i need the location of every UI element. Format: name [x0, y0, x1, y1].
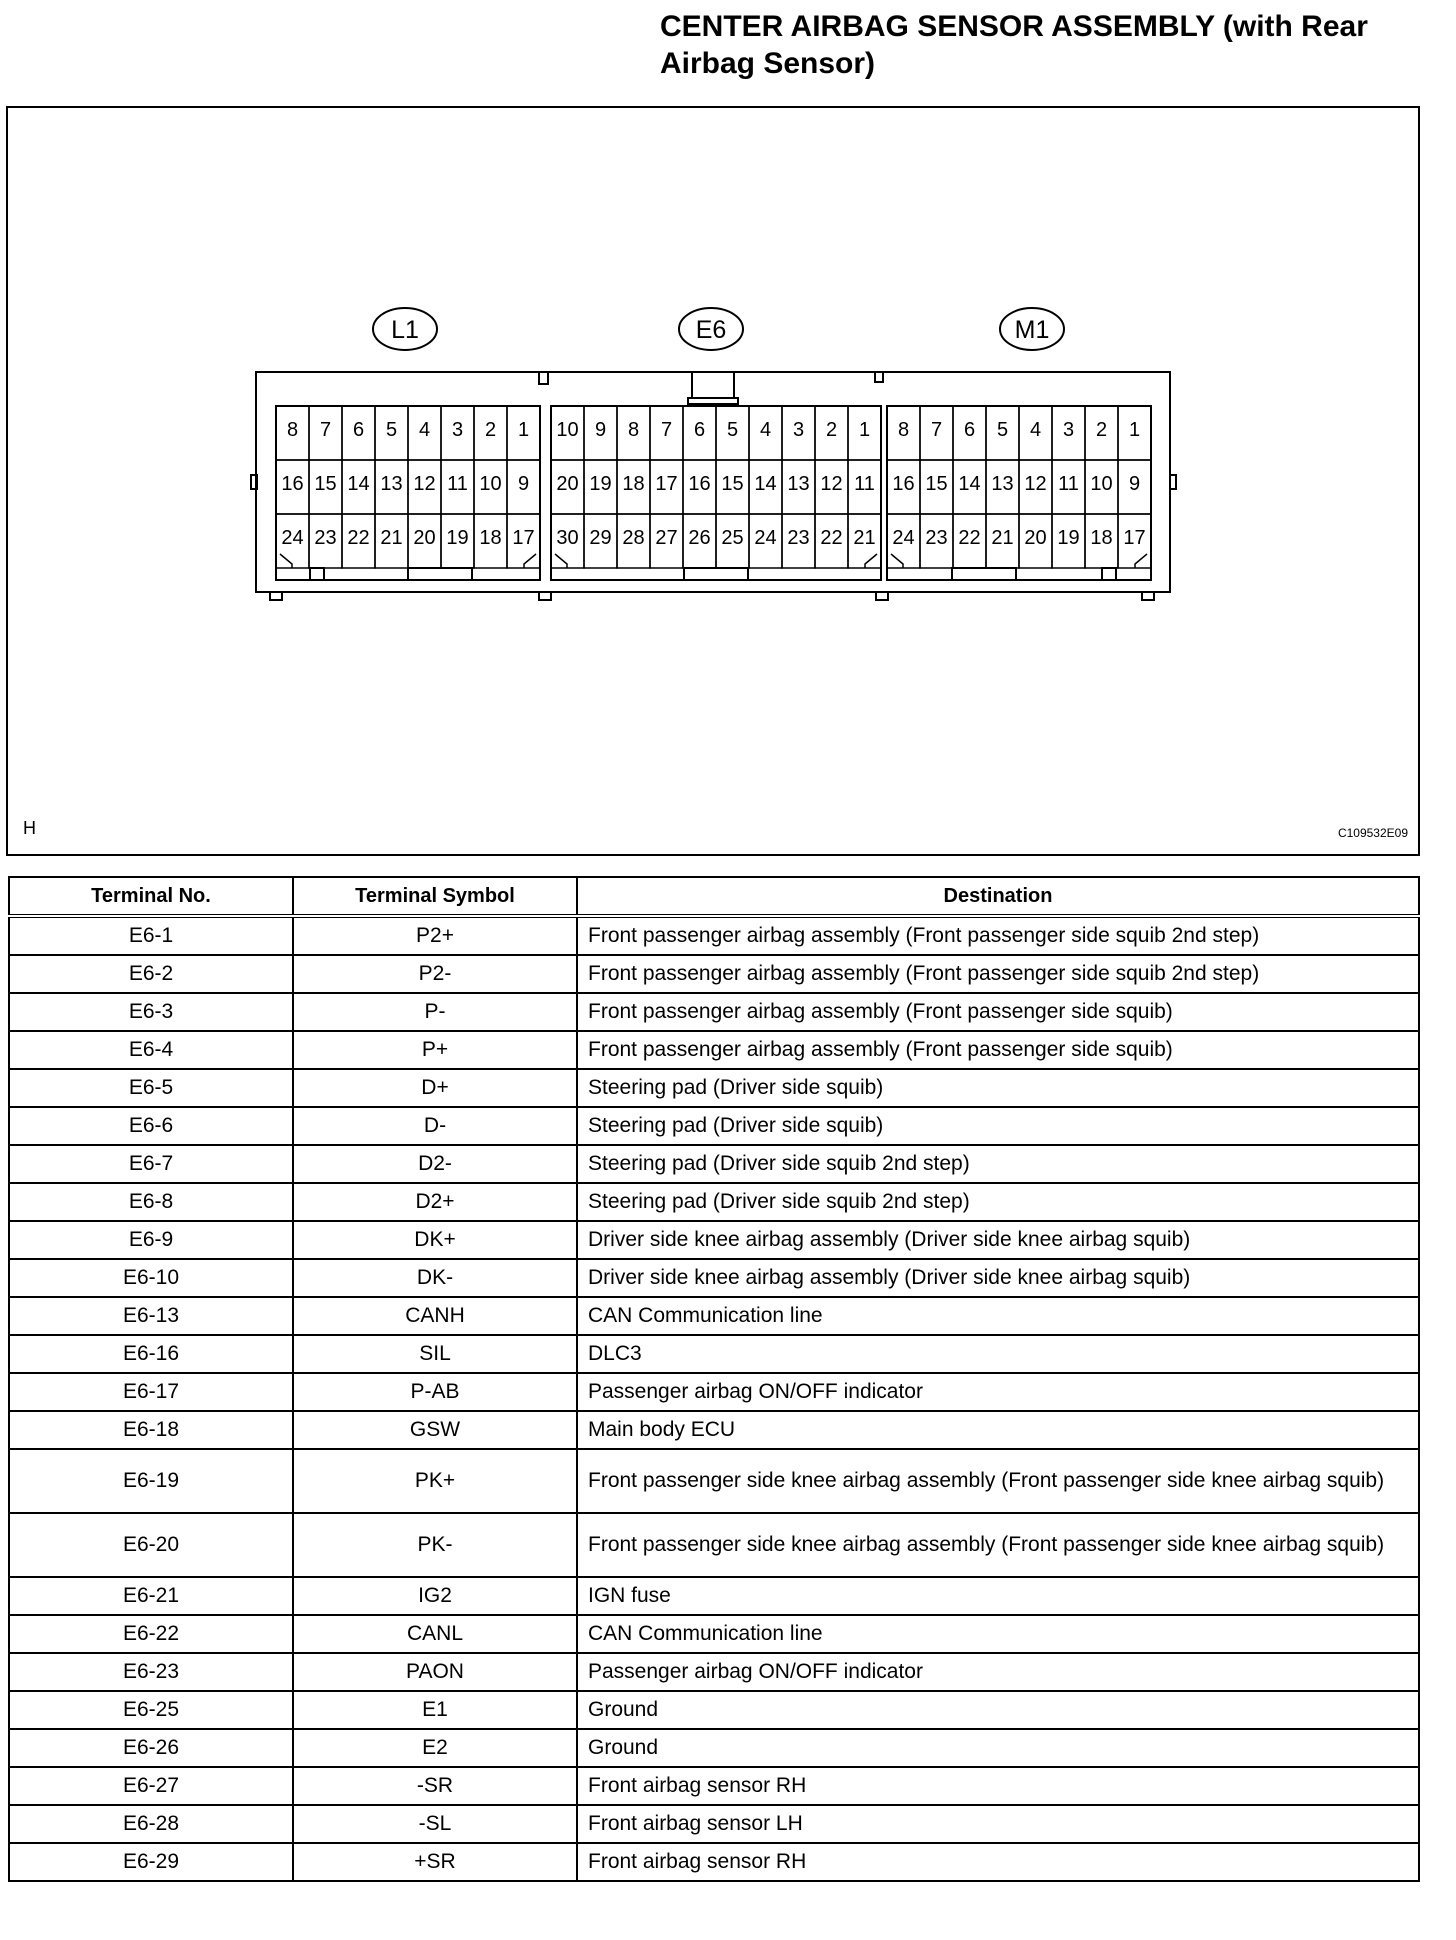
pin-number-m1: 9: [1128, 473, 1141, 495]
pin-number-m1: 13: [991, 473, 1014, 495]
pin-number-l1: 12: [413, 473, 436, 495]
terminal-symbol-cell: D2+: [293, 1183, 577, 1221]
pin-number-l1: 21: [380, 527, 403, 549]
table-row: [9, 1691, 1419, 1729]
terminal-no-cell: E6-20: [9, 1513, 293, 1577]
figure-code: C109532E09: [1337, 826, 1408, 840]
header-terminal-symbol: Terminal Symbol: [293, 877, 577, 916]
pin-number-m1: 6: [963, 419, 976, 441]
terminal-symbol-cell: D-: [293, 1107, 577, 1145]
pin-number-e6: 24: [754, 527, 777, 549]
pin-number-m1: 23: [925, 527, 948, 549]
table-row: [9, 1335, 1419, 1373]
destination-cell: Front airbag sensor LH: [577, 1805, 1419, 1843]
pin-number-e6: 7: [660, 419, 673, 441]
pin-number-m1: 3: [1062, 419, 1075, 441]
destination-cell: CAN Communication line: [577, 1297, 1419, 1335]
pin-number-l1: 16: [281, 473, 304, 495]
pin-number-l1: 8: [286, 419, 299, 441]
key-slot: [310, 568, 324, 580]
pin-number-l1: 22: [347, 527, 370, 549]
pin-number-e6: 20: [556, 473, 579, 495]
pin-number-l1: 4: [418, 419, 431, 441]
pin-number-m1: 8: [897, 419, 910, 441]
pin-number-e6: 22: [820, 527, 843, 549]
pin-number-m1: 5: [996, 419, 1009, 441]
terminal-symbol-cell: +SR: [293, 1843, 577, 1881]
pin-number-l1: 3: [451, 419, 464, 441]
pin-number-e6: 17: [655, 473, 678, 495]
pin-number-m1: 22: [958, 527, 981, 549]
pin-number-m1: 24: [892, 527, 915, 549]
pin-number-m1: 18: [1090, 527, 1113, 549]
pin-number-l1: 24: [281, 527, 304, 549]
destination-cell: Front passenger airbag assembly (Front passenger side squib): [577, 1031, 1419, 1069]
terminal-symbol-cell: CANL: [293, 1615, 577, 1653]
table-row: [9, 1297, 1419, 1335]
pin-number-e6: 1: [858, 419, 871, 441]
table-row: [9, 1843, 1419, 1881]
terminal-no-cell: E6-22: [9, 1615, 293, 1653]
terminal-symbol-cell: DK+: [293, 1221, 577, 1259]
header-destination: Destination: [577, 877, 1419, 916]
table-row: [9, 916, 1419, 955]
terminal-no-cell: E6-25: [9, 1691, 293, 1729]
pin-number-e6: 11: [854, 473, 875, 495]
destination-cell: Ground: [577, 1729, 1419, 1767]
destination-cell: Driver side knee airbag assembly (Driver side knee airbag squib): [577, 1259, 1419, 1297]
table-row: [9, 993, 1419, 1031]
key-slot: [1102, 568, 1116, 580]
terminal-no-cell: E6-28: [9, 1805, 293, 1843]
destination-cell: Steering pad (Driver side squib): [577, 1069, 1419, 1107]
table-row: [9, 1031, 1419, 1069]
terminal-symbol-cell: PK-: [293, 1513, 577, 1577]
pin-number-e6: 30: [556, 527, 579, 549]
housing-foot: [1142, 592, 1154, 600]
pin-number-e6: 4: [759, 419, 772, 441]
table-header-row: [9, 877, 1419, 916]
pin-number-l1: 14: [347, 473, 370, 495]
pin-number-m1: 20: [1024, 527, 1047, 549]
destination-cell: Driver side knee airbag assembly (Driver side knee airbag squib): [577, 1221, 1419, 1259]
pin-number-e6: 6: [693, 419, 706, 441]
terminal-no-cell: E6-29: [9, 1843, 293, 1881]
pin-number-m1: 7: [930, 419, 943, 441]
pin-number-m1: 12: [1024, 473, 1047, 495]
pin-number-e6: 19: [589, 473, 612, 495]
pin-number-l1: 19: [446, 527, 469, 549]
terminal-symbol-cell: PAON: [293, 1653, 577, 1691]
table-row: [9, 1145, 1419, 1183]
destination-cell: Passenger airbag ON/OFF indicator: [577, 1653, 1419, 1691]
pin-number-e6: 16: [688, 473, 711, 495]
terminal-table: [8, 876, 1420, 1882]
pin-number-m1: 2: [1095, 419, 1108, 441]
pin-number-e6: 12: [820, 473, 843, 495]
table-row: [9, 1653, 1419, 1691]
table-row: [9, 1069, 1419, 1107]
terminal-symbol-cell: D2-: [293, 1145, 577, 1183]
terminal-no-cell: E6-9: [9, 1221, 293, 1259]
terminal-symbol-cell: P2-: [293, 955, 577, 993]
pin-number-m1: 16: [892, 473, 915, 495]
terminal-no-cell: E6-26: [9, 1729, 293, 1767]
connector-label-l1: L1: [391, 316, 419, 344]
destination-cell: Front passenger side knee airbag assembly (Front passenger side knee airbag squib): [577, 1449, 1419, 1513]
destination-cell: CAN Communication line: [577, 1615, 1419, 1653]
terminal-symbol-cell: E2: [293, 1729, 577, 1767]
destination-cell: Front passenger airbag assembly (Front passenger side squib 2nd step): [577, 955, 1419, 993]
terminal-no-cell: E6-7: [9, 1145, 293, 1183]
terminal-symbol-cell: -SR: [293, 1767, 577, 1805]
table-row: [9, 1513, 1419, 1577]
table-row: [9, 1373, 1419, 1411]
pin-number-l1: 20: [413, 527, 436, 549]
destination-cell: Front passenger airbag assembly (Front passenger side squib): [577, 993, 1419, 1031]
terminal-no-cell: E6-3: [9, 993, 293, 1031]
connector-label-m1: M1: [1014, 316, 1050, 344]
table-row: [9, 1183, 1419, 1221]
terminal-no-cell: E6-6: [9, 1107, 293, 1145]
pin-number-e6: 27: [655, 527, 678, 549]
pin-number-l1: 18: [479, 527, 502, 549]
pin-number-m1: 15: [925, 473, 948, 495]
pin-bevel: [524, 554, 536, 568]
pin-number-e6: 21: [853, 527, 876, 549]
pin-number-l1: 10: [479, 473, 502, 495]
table-row: [9, 1411, 1419, 1449]
pin-number-l1: 9: [517, 473, 530, 495]
terminal-no-cell: E6-21: [9, 1577, 293, 1615]
pin-number-m1: 14: [958, 473, 981, 495]
terminal-no-cell: E6-18: [9, 1411, 293, 1449]
pin-number-e6: 25: [721, 527, 744, 549]
pin-number-l1: 17: [512, 527, 535, 549]
terminal-symbol-cell: D+: [293, 1069, 577, 1107]
destination-cell: Steering pad (Driver side squib 2nd step): [577, 1183, 1419, 1221]
housing-foot: [270, 592, 282, 600]
housing-foot: [539, 592, 551, 600]
pin-number-l1: 5: [385, 419, 398, 441]
pin-number-e6: 28: [622, 527, 645, 549]
pin-number-e6: 2: [825, 419, 838, 441]
pin-number-e6: 13: [787, 473, 810, 495]
housing-foot: [876, 592, 888, 600]
destination-cell: Main body ECU: [577, 1411, 1419, 1449]
table-row: [9, 1449, 1419, 1513]
housing-latch-right: [1170, 475, 1176, 489]
terminal-no-cell: E6-23: [9, 1653, 293, 1691]
housing-notch: [875, 372, 883, 382]
header-terminal-no: Terminal No.: [9, 877, 293, 916]
terminal-symbol-cell: P+: [293, 1031, 577, 1069]
figure-corner-label: H: [23, 818, 36, 838]
pin-number-l1: 2: [484, 419, 497, 441]
terminal-no-cell: E6-1: [9, 916, 293, 955]
pin-number-e6: 26: [688, 527, 711, 549]
terminal-symbol-cell: P2+: [293, 916, 577, 955]
key-slot: [684, 568, 748, 580]
pin-number-m1: 21: [991, 527, 1014, 549]
destination-cell: Front airbag sensor RH: [577, 1767, 1419, 1805]
pin-bevel: [891, 554, 903, 568]
pin-number-l1: 7: [319, 419, 332, 441]
key-slot: [408, 568, 472, 580]
pin-number-e6: 18: [622, 473, 645, 495]
pin-number-e6: 14: [754, 473, 777, 495]
terminal-symbol-cell: SIL: [293, 1335, 577, 1373]
terminal-no-cell: E6-4: [9, 1031, 293, 1069]
destination-cell: Front airbag sensor RH: [577, 1843, 1419, 1881]
connector-diagram: [6, 106, 1420, 856]
terminal-no-cell: E6-2: [9, 955, 293, 993]
destination-cell: IGN fuse: [577, 1577, 1419, 1615]
pin-number-e6: 15: [721, 473, 744, 495]
pin-number-e6: 5: [726, 419, 739, 441]
pin-bevel: [555, 554, 567, 568]
pin-number-m1: 4: [1029, 419, 1042, 441]
table-row: [9, 1767, 1419, 1805]
table-row: [9, 1107, 1419, 1145]
connector-label-e6: E6: [695, 316, 727, 344]
connector-drawing: [8, 108, 1418, 854]
pin-number-e6: 9: [594, 419, 607, 441]
terminal-no-cell: E6-13: [9, 1297, 293, 1335]
table-row: [9, 1729, 1419, 1767]
housing-center-tab-lip: [688, 398, 738, 404]
table-row: [9, 1805, 1419, 1843]
terminal-symbol-cell: E1: [293, 1691, 577, 1729]
pin-bevel: [1135, 554, 1147, 568]
housing-latch-left: [251, 475, 257, 489]
table-row: [9, 1577, 1419, 1615]
terminal-no-cell: E6-16: [9, 1335, 293, 1373]
terminal-no-cell: E6-8: [9, 1183, 293, 1221]
terminal-symbol-cell: GSW: [293, 1411, 577, 1449]
housing-notch: [539, 372, 548, 384]
pin-number-l1: 23: [314, 527, 337, 549]
housing-center-tab: [692, 372, 734, 398]
pin-bevel: [865, 554, 877, 568]
pin-number-l1: 6: [352, 419, 365, 441]
pin-number-m1: 10: [1090, 473, 1113, 495]
terminal-symbol-cell: DK-: [293, 1259, 577, 1297]
terminal-no-cell: E6-19: [9, 1449, 293, 1513]
terminal-no-cell: E6-27: [9, 1767, 293, 1805]
terminal-symbol-cell: PK+: [293, 1449, 577, 1513]
terminal-no-cell: E6-10: [9, 1259, 293, 1297]
table-row: [9, 1221, 1419, 1259]
destination-cell: Steering pad (Driver side squib 2nd step): [577, 1145, 1419, 1183]
pin-number-e6: 3: [792, 419, 805, 441]
table-row: [9, 1615, 1419, 1653]
terminal-symbol-cell: P-AB: [293, 1373, 577, 1411]
table-row: [9, 955, 1419, 993]
destination-cell: DLC3: [577, 1335, 1419, 1373]
pin-number-l1: 1: [517, 419, 530, 441]
destination-cell: Front passenger airbag assembly (Front passenger side squib 2nd step): [577, 916, 1419, 955]
terminal-symbol-cell: P-: [293, 993, 577, 1031]
destination-cell: Front passenger side knee airbag assembly (Front passenger side knee airbag squib): [577, 1513, 1419, 1577]
pin-number-m1: 11: [1058, 473, 1079, 495]
key-slot: [952, 568, 1016, 580]
pin-number-l1: 13: [380, 473, 403, 495]
pin-number-e6: 23: [787, 527, 810, 549]
pin-number-e6: 10: [556, 419, 579, 441]
terminal-symbol-cell: -SL: [293, 1805, 577, 1843]
destination-cell: Passenger airbag ON/OFF indicator: [577, 1373, 1419, 1411]
pin-number-l1: 15: [314, 473, 337, 495]
pin-number-m1: 17: [1123, 527, 1146, 549]
pin-number-e6: 29: [589, 527, 612, 549]
terminal-symbol-cell: IG2: [293, 1577, 577, 1615]
destination-cell: Steering pad (Driver side squib): [577, 1107, 1419, 1145]
table-row: [9, 1259, 1419, 1297]
pin-number-m1: 19: [1057, 527, 1080, 549]
pin-number-e6: 8: [627, 419, 640, 441]
terminal-no-cell: E6-5: [9, 1069, 293, 1107]
pin-bevel: [280, 554, 292, 568]
pin-number-m1: 1: [1128, 419, 1141, 441]
page-title: CENTER AIRBAG SENSOR ASSEMBLY (with Rear Airbag Sensor): [660, 10, 1368, 80]
destination-cell: Ground: [577, 1691, 1419, 1729]
terminal-symbol-cell: CANH: [293, 1297, 577, 1335]
terminal-no-cell: E6-17: [9, 1373, 293, 1411]
pin-number-l1: 11: [447, 473, 468, 495]
